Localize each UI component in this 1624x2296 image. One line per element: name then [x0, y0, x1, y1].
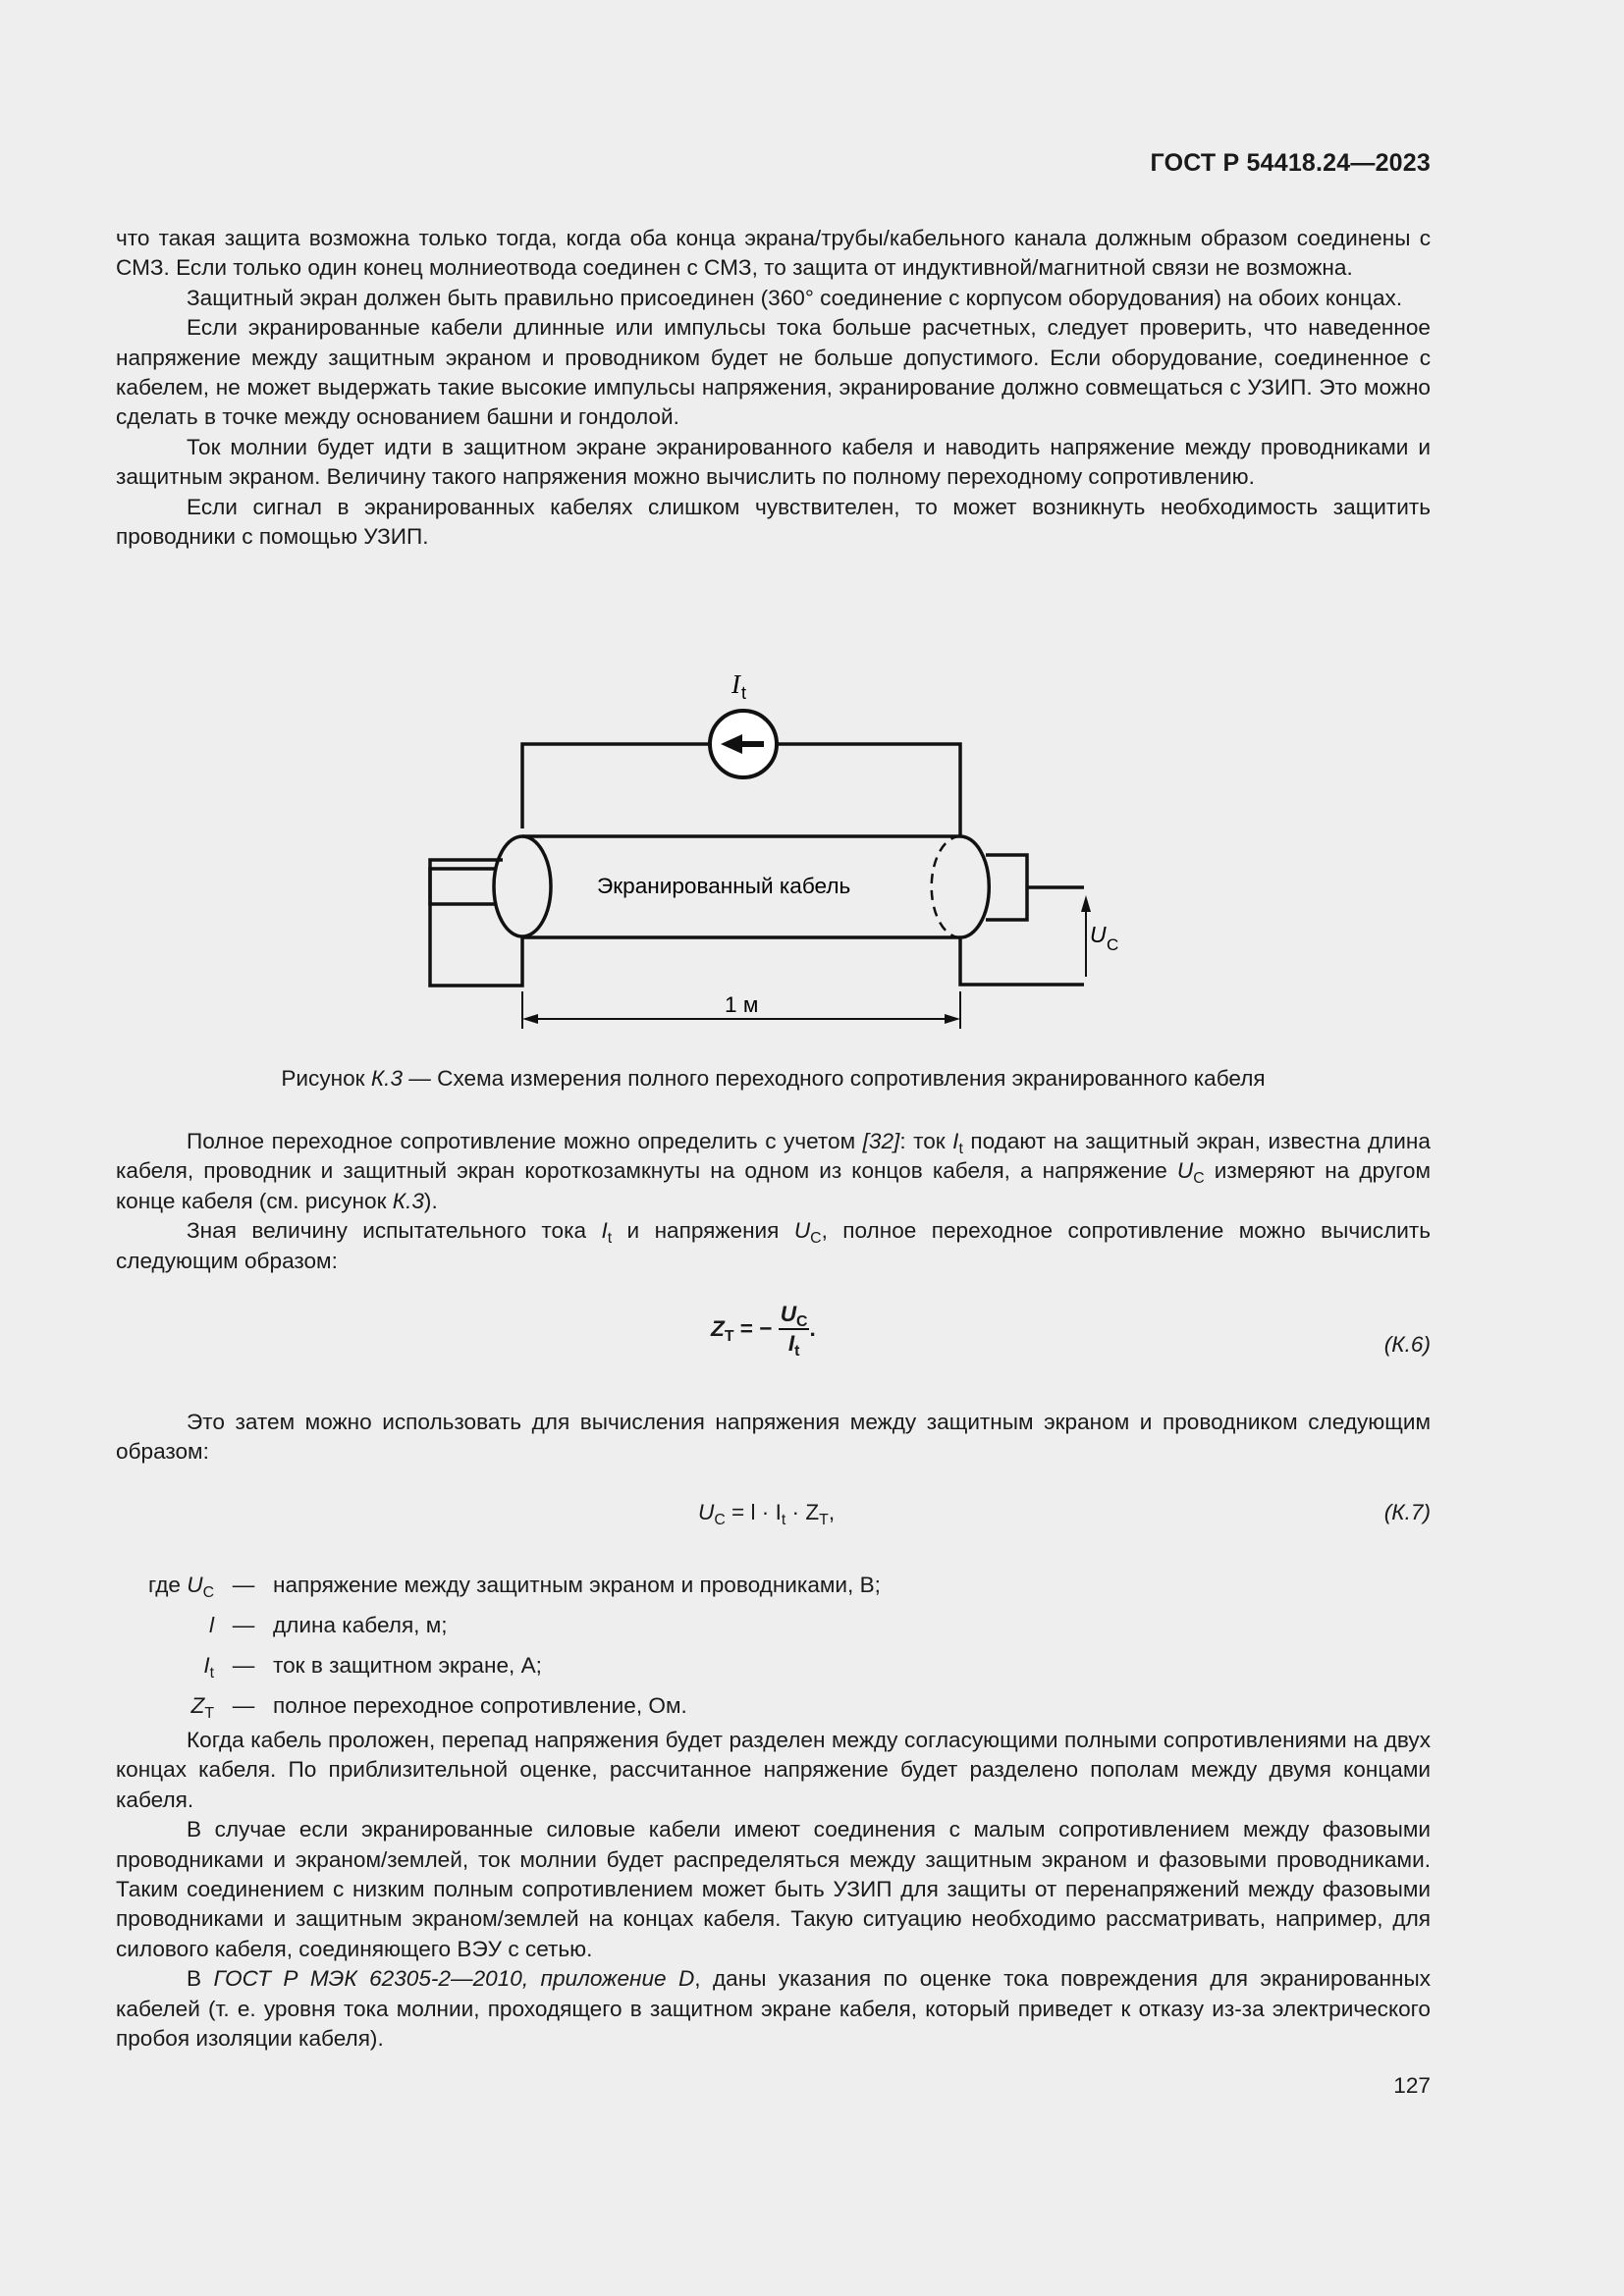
length-label: 1 м — [725, 992, 759, 1017]
fraction — [779, 1302, 810, 1360]
formula-end: . — [809, 1316, 816, 1341]
text-run: ). — [423, 1188, 438, 1213]
text-block-k7-intro — [116, 1408, 1431, 1468]
cable-label: Экранированный кабель — [597, 874, 851, 898]
text-run: измеряют на другом конце кабеля (см. рисунок — [116, 1158, 1431, 1213]
voltage-label-sub: C — [1107, 935, 1119, 954]
current-label-sub: t — [741, 683, 747, 703]
formula-eq: = − — [733, 1316, 773, 1341]
formula-sub: t — [781, 1512, 786, 1528]
formula-k6 — [711, 1302, 816, 1360]
definition-symbol: где $U_C$ — [147, 1572, 214, 1601]
paragraph — [116, 1964, 1431, 2054]
fraction-numerator: U — [780, 1302, 797, 1326]
paragraph: Когда кабель проложен, перепад напряжения будет разделен между согласующими полными сопротивлениями на двух концах кабеля. По приблизительной оценке, рассчитанное напряжение будет разделено пополам между двумя концами кабеля. — [116, 1728, 1431, 1812]
definition-dash: — — [232, 1692, 255, 1718]
text-run: В — [187, 1966, 214, 1992]
formula-part: · Z — [785, 1500, 820, 1524]
paragraph: Ток молнии будет идти в защитном экране экранированного кабеля и наводить напряжение между проводниками и защитным экраном. Величину такого напряжения можно вычислить по полному переходному сопротивлению. — [116, 434, 1431, 490]
formula-part: U — [698, 1500, 715, 1524]
symbol: U — [1176, 1158, 1194, 1184]
paragraph: Это затем можно использовать для вычисления напряжения между защитным экраном и проводником следующим образом: — [116, 1410, 1431, 1465]
definition-dash: — — [232, 1612, 255, 1637]
symbol: I — [601, 1218, 608, 1244]
paragraph — [116, 1127, 1431, 1216]
symbol: I — [952, 1129, 959, 1153]
text-run: Полное переходное сопротивление можно определить с учетом — [187, 1129, 863, 1153]
equation-number-k7: (К.7) — [1383, 1500, 1431, 1524]
definition-row — [116, 1605, 1431, 1645]
text-run: Зная величину испытательного тока — [187, 1218, 602, 1244]
fraction-denominator-sub: t — [794, 1343, 800, 1360]
definition-row — [116, 1565, 1431, 1605]
paragraph: Защитный экран должен быть правильно присоединен (360° соединение с корпусом оборудования) на обоих концах. — [187, 285, 1403, 310]
cable-diagram — [412, 658, 1119, 1031]
reference: [32] — [862, 1129, 900, 1153]
formula-lhs-sub: T — [724, 1328, 734, 1345]
definition-text: напряжение между защитным экраном и проводниками, В; — [273, 1572, 881, 1597]
formula-k7 — [698, 1500, 836, 1528]
symbol-sub: C — [810, 1230, 822, 1248]
paragraph: В случае если экранированные силовые кабели имеют соединения с малым сопротивлением между фазовыми проводниками и экраном/землей, ток молнии будет распределяться между защитным экраном и фазовыми проводниками. Таким соединением с низким полным сопротивлением может быть УЗИП для защиты от перенапряжений между фазовыми проводниками и защитным экраном/землей на концах кабеля. Такую ситуацию необходимо рассматривать, например, для силового кабеля, соединяющего ВЭУ с сетью. — [116, 1817, 1431, 1961]
paragraph: Если сигнал в экранированных кабелях слишком чувствителен, то может возникнуть необходимость защитить проводники с помощью УЗИП. — [116, 494, 1431, 550]
formula-part: = l · I — [725, 1500, 782, 1524]
definition-dash: — — [232, 1652, 255, 1678]
definition-row — [116, 1685, 1431, 1726]
formula-sub: T — [819, 1512, 829, 1528]
symbol-sub: C — [1193, 1170, 1205, 1188]
paragraph — [116, 1216, 1431, 1276]
text-run: : ток — [899, 1129, 953, 1153]
definition-symbol: $Z_T$ — [190, 1692, 214, 1722]
definition-text: длина кабеля, м; — [273, 1612, 448, 1637]
definition-symbol: l — [208, 1612, 214, 1637]
caption-number: К.3 — [370, 1066, 404, 1091]
text-block-top — [116, 224, 1431, 552]
fraction-denominator: I — [787, 1331, 795, 1356]
paragraph: Если экранированные кабели длинные или импульсы тока больше расчетных, следует проверить, что наведенное напряжение между защитным экраном и проводником будет не больше допустимого. Если оборудование, соединенное с кабелем, не может выдержать такие высокие импульсы напряжения, экранирование должно совмещаться с УЗИП. Это можно сделать в точке между основанием башни и гондолой. — [116, 315, 1431, 430]
voltage-label: U — [1090, 922, 1107, 947]
formula-part: , — [828, 1500, 836, 1524]
definition-dash: — — [232, 1572, 255, 1597]
text-run: , полное переходное сопротивление можно вычислить следующим образом: — [116, 1218, 1431, 1273]
equation-number-k6: (К.6) — [1383, 1332, 1431, 1357]
text-run: подают на защитный экран, известна длина кабеля, проводник и защитный экран короткозамкнуты на одном из концов кабеля, а напряжение — [116, 1129, 1431, 1184]
current-label: I — [731, 669, 740, 699]
fraction-numerator-sub: C — [796, 1313, 808, 1330]
definitions-list — [116, 1565, 1431, 1726]
figure-caption — [116, 1066, 1431, 1092]
document-header: ГОСТ Р 54418.24—2023 — [1150, 149, 1431, 177]
symbol: U — [793, 1218, 811, 1244]
formula-lhs: Z — [711, 1316, 725, 1341]
text-block-middle — [116, 1127, 1431, 1276]
text-run: , даны указания по оценке тока повреждения для экранированных кабелей (т. е. уровня тока молнии, проходящего в защитном экране кабеля, который приведет к отказу из-за электрического пробоя изоляции кабеля). — [116, 1966, 1431, 2052]
text-run: и напряжения — [612, 1218, 794, 1244]
definition-symbol: $I_t$ — [203, 1652, 214, 1682]
paragraph: что такая защита возможна только тогда, когда оба конца экрана/трубы/кабельного канала должным образом соединены с СМЗ. Если только один конец молниеотвода соединен с СМЗ, то защита от индуктивной/магнитной связи не возможна. — [116, 226, 1431, 281]
symbol-sub: t — [958, 1141, 963, 1157]
symbol-sub: t — [607, 1230, 613, 1248]
caption-prefix: Рисунок — [281, 1066, 371, 1091]
definition-text: полное переходное сопротивление, Ом. — [273, 1692, 687, 1718]
caption-text: — Схема измерения полного переходного сопротивления экранированного кабеля — [403, 1066, 1266, 1091]
definition-row — [116, 1645, 1431, 1685]
text-block-bottom — [116, 1726, 1431, 2054]
definition-text: ток в защитном экране, А; — [273, 1652, 542, 1678]
figure-ref: К.3 — [392, 1188, 424, 1213]
page-number: 127 — [1393, 2073, 1431, 2098]
reference: ГОСТ Р МЭК 62305-2—2010, приложение D — [213, 1966, 695, 1992]
formula-sub: C — [714, 1512, 726, 1528]
